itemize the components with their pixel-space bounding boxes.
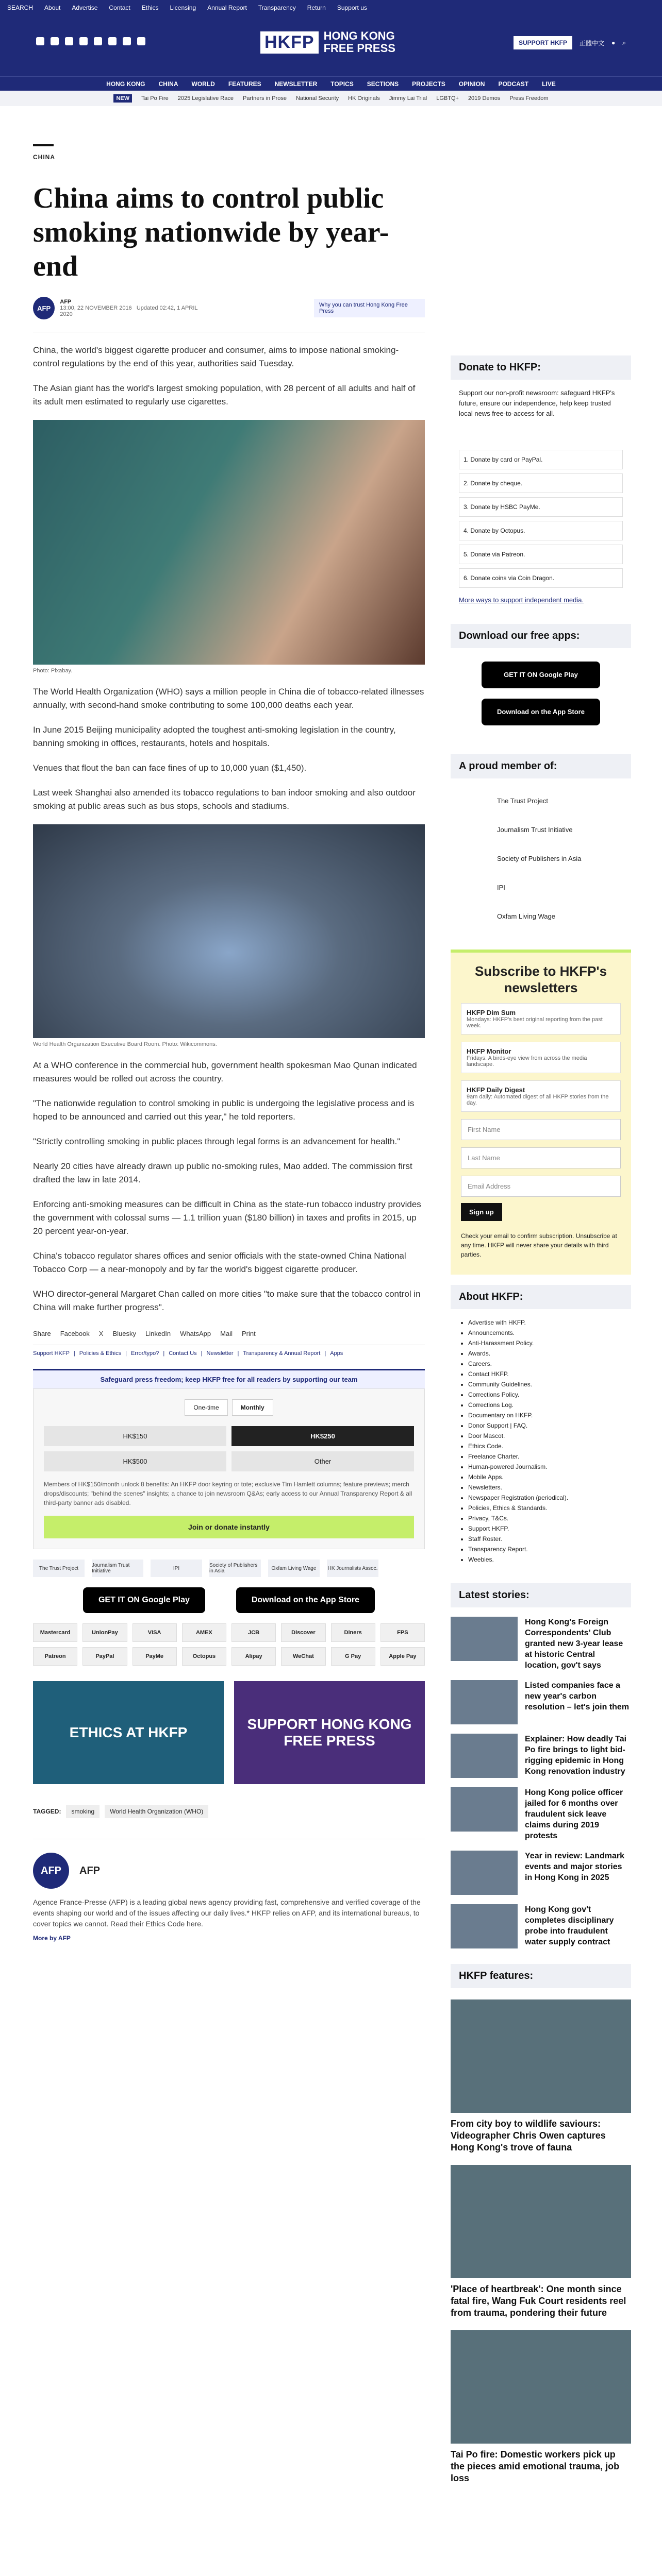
tags-label: TAGGED: — [33, 1808, 61, 1815]
payment-icon: Diners — [331, 1623, 375, 1642]
smoking-photo — [33, 420, 425, 665]
about-item[interactable]: • Donor Support | FAQ. — [468, 1420, 623, 1431]
article — [33, 144, 425, 1942]
nav-item[interactable]: TOPICS — [330, 80, 354, 88]
story-thumbnail — [451, 1787, 518, 1832]
badge[interactable]: Journalism Trust Initiative — [497, 826, 573, 834]
donate-box — [33, 1388, 425, 1549]
amount-option[interactable]: HK$150 — [44, 1426, 226, 1446]
amount-option[interactable]: HK$500 — [44, 1451, 226, 1471]
payment-icon: UnionPay — [82, 1623, 127, 1642]
nav-item[interactable]: NEWSLETTER — [274, 80, 318, 88]
newsletter-option[interactable]: HKFP Daily Digest 9am daily: Automated digest of all HKFP stories from the day. — [461, 1080, 621, 1112]
safeguard-banner[interactable]: Safeguard press freedom; keep HKFP free for all readers by supporting our team — [33, 1369, 425, 1388]
sidebar — [451, 355, 631, 2484]
about-item[interactable]: • Documentary on HKFP. — [468, 1410, 623, 1420]
nav-item[interactable]: SECTIONS — [367, 80, 399, 88]
about-item[interactable]: • Privacy, T&Cs. — [468, 1513, 623, 1523]
rss-icon[interactable] — [137, 37, 145, 45]
google-play-button[interactable]: GET IT ON Google Play — [482, 662, 600, 688]
nav-item[interactable]: LIVE — [542, 80, 556, 88]
share-bar — [33, 1330, 425, 1345]
signup-button[interactable]: Sign up — [461, 1203, 502, 1221]
ethics-promo[interactable]: ETHICS AT HKFP — [33, 1681, 224, 1784]
paragraph: Last week Shanghai also amended its tobacco regulations to ban indoor smoking and also outdoor smoking at public areas such as bus stops, schools and stadiums. — [33, 788, 416, 811]
last-name-input[interactable]: Last Name — [461, 1147, 621, 1168]
badge[interactable]: The Trust Project — [33, 1560, 85, 1577]
top-bar — [0, 0, 662, 15]
top-link[interactable]: Annual Report — [207, 4, 247, 11]
list-item[interactable]: Explainer: How deadly Tai Po fire brings to light bid-rigging epidemic in Hong Kong renovation industry — [451, 1734, 631, 1778]
payment-icon: FPS — [380, 1623, 425, 1642]
subnav-item[interactable]: HK Originals — [348, 95, 380, 101]
sub-nav — [0, 91, 662, 106]
link[interactable]: Error/typo? — [130, 1350, 159, 1357]
user-icon[interactable]: ● — [611, 39, 616, 46]
top-link[interactable]: Licensing — [170, 4, 196, 11]
nav-item[interactable]: HONG KONG — [106, 80, 145, 88]
about-item[interactable]: • Weebies. — [468, 1554, 623, 1565]
support-button[interactable]: SUPPORT HKFP — [514, 36, 572, 49]
paragraph: At a WHO conference in the commercial hub, government health spokesman Mao Qunan indicated measures would be rolled out across the country. — [33, 1060, 417, 1083]
list-item[interactable]: Hong Kong gov't completes disciplinary probe into fraudulent water supply contract — [451, 1904, 631, 1948]
about-item[interactable]: • Human-powered Journalism. — [468, 1462, 623, 1472]
story-thumbnail — [451, 1617, 518, 1661]
donate-option[interactable]: 6. Donate coins via Coin Dragon. — [459, 568, 623, 588]
author-avatar[interactable]: AFP — [33, 297, 55, 319]
new-badge: NEW — [113, 94, 132, 103]
tab-one-time[interactable]: One-time — [185, 1399, 227, 1416]
payment-icon: Patreon — [33, 1647, 77, 1666]
email-input[interactable]: Email Address — [461, 1176, 621, 1197]
story-thumbnail — [451, 1904, 518, 1948]
latest-list — [451, 1617, 631, 1948]
paragraph: China's tobacco regulator shares offices and senior officials with the state-owned China National Tobacco Corp — a near-monopoly and by far the world's biggest cigarette producer. — [33, 1251, 406, 1274]
top-link[interactable]: Ethics — [141, 4, 159, 11]
about-item[interactable]: • Transparency Report. — [468, 1544, 623, 1554]
story-thumbnail — [451, 1851, 518, 1895]
top-link[interactable]: Contact — [109, 4, 130, 11]
payment-icon: WeChat — [281, 1647, 325, 1666]
story-thumbnail — [451, 1680, 518, 1724]
donate-option[interactable]: 3. Donate by HSBC PayMe. — [459, 497, 623, 517]
donate-text: Support our non-profit newsroom: safeguard HKFP's future, ensure our independence, help keep trusted local news free-to-access for all. — [459, 389, 615, 417]
about-item[interactable]: • Community Guidelines. — [468, 1379, 623, 1389]
top-link[interactable]: About — [44, 4, 61, 11]
member-badges — [33, 1560, 425, 1577]
payment-icon: PayPal — [82, 1647, 127, 1666]
facebook-icon[interactable] — [36, 37, 44, 45]
about-item[interactable]: • Staff Roster. — [468, 1534, 623, 1544]
tag[interactable]: smoking — [66, 1805, 100, 1818]
donate-option[interactable]: 1. Donate by card or PayPal. — [459, 450, 623, 469]
about-item[interactable]: • Policies, Ethics & Standards. — [468, 1503, 623, 1513]
payment-icon: Mastercard — [33, 1623, 77, 1642]
donate-option[interactable]: 2. Donate by cheque. — [459, 473, 623, 493]
more-ways-link[interactable]: More ways to support independent media. — [459, 596, 584, 604]
member-benefits: Members of HK$150/month unlock 8 benefits: An HKFP door keyring or tote; exclusive Tim Hamlett columns; feature previews; merch drops/discounts; "behind the scenes" insights; a chance to join newsroom Q&As; early access to our Annual Transparency Report & all third-party banner ads disabled. — [44, 1481, 412, 1506]
feature-item[interactable]: Tai Po fire: Domestic workers pick up the pieces amid emotional trauma, job loss — [451, 2330, 631, 2484]
social-icons — [36, 37, 145, 45]
about-item[interactable]: • Support HKFP. — [468, 1523, 623, 1534]
paragraph: "Strictly controlling smoking in public places through legal forms is an advancement for health." — [33, 1137, 401, 1146]
article-title: China aims to control public smoking nationwide by year-end — [33, 182, 389, 282]
about-item[interactable]: • Mobile Apps. — [468, 1472, 623, 1482]
search-link[interactable]: SEARCH — [7, 4, 34, 11]
nav-item[interactable]: OPINION — [458, 80, 485, 88]
subnav-item[interactable]: 2025 Legislative Race — [177, 95, 234, 101]
more-by-link[interactable]: More by AFP — [33, 1935, 71, 1942]
paragraph: China, the world's biggest cigarette producer and consumer, aims to impose national smoking-control regulations by the end of this year, authorities said Tuesday. — [33, 345, 399, 368]
link[interactable]: Newsletter — [206, 1350, 234, 1357]
about-heading: About HKFP: — [451, 1285, 631, 1309]
link[interactable]: Contact Us — [169, 1350, 197, 1357]
link[interactable]: Support HKFP — [33, 1350, 70, 1357]
badge[interactable]: Journalism Trust Initiative — [92, 1560, 143, 1577]
newsletter-option[interactable]: HKFP Monitor Fridays: A birds-eye view from across the media landscape. — [461, 1042, 621, 1073]
language-link[interactable]: 正體中文 — [580, 39, 605, 47]
publish-date: 13:00, 22 NOVEMBER 2016 — [60, 305, 132, 311]
google-play-button[interactable]: GET IT ON Google Play — [83, 1587, 205, 1613]
feature-image — [451, 1999, 631, 2113]
payment-icon: Octopus — [182, 1647, 226, 1666]
subnav-item[interactable]: LGBTQ+ — [436, 95, 459, 101]
author-name[interactable]: AFP — [79, 1865, 100, 1876]
about-item[interactable]: • Advertise with HKFP. — [468, 1317, 623, 1328]
badge[interactable]: IPI — [497, 884, 505, 891]
x-icon[interactable] — [51, 37, 59, 45]
share-label: Share — [33, 1330, 51, 1337]
payment-icon: JCB — [231, 1623, 276, 1642]
about-item[interactable]: • Newspaper Registration (periodical). — [468, 1493, 623, 1503]
author-avatar[interactable]: AFP — [33, 1853, 69, 1889]
story-thumbnail — [451, 1734, 518, 1778]
member-heading: A proud member of: — [451, 754, 631, 778]
payment-icon: G Pay — [331, 1647, 375, 1666]
amount-option[interactable]: HK$250 — [231, 1426, 414, 1446]
donate-option[interactable]: 4. Donate by Octopus. — [459, 521, 623, 540]
payment-icon: PayMe — [133, 1647, 177, 1666]
paragraph: Nearly 20 cities have already drawn up public no-smoking rules, Mao added. The commission first drafted the law in late 2014. — [33, 1161, 412, 1184]
youtube-icon[interactable] — [108, 37, 117, 45]
link[interactable]: Policies & Ethics — [79, 1350, 122, 1357]
paragraph: The Asian giant has the world's largest smoking population, with 28 percent of all adults and half of its adult men estimated to regularly use cigarettes. — [33, 383, 416, 406]
badge[interactable]: Oxfam Living Wage — [268, 1560, 320, 1577]
latest-heading: Latest stories: — [451, 1583, 631, 1607]
consent-text: Check your email to confirm subscription. Unsubscribe at any time. HKFP will never share your details with third parties. — [461, 1232, 617, 1258]
site-header — [0, 15, 662, 76]
search-icon[interactable]: ⌕ — [622, 39, 626, 46]
subnav-item[interactable]: National Security — [295, 95, 339, 101]
about-item[interactable]: • Ethics Code. — [468, 1441, 623, 1451]
link[interactable]: Transparency & Annual Report — [243, 1350, 321, 1357]
feature-item[interactable]: From city boy to wildlife saviours: Videographer Chris Owen captures Hong Kong's trove of fauna — [451, 1999, 631, 2154]
paragraph: In June 2015 Beijing municipality adopted the toughest anti-smoking legislation in the country, banning smoking in offices, restaurants, hotels and hospitals. — [33, 725, 396, 748]
share-print[interactable]: Print — [241, 1330, 256, 1337]
author-bio: Agence France-Presse (AFP) is a leading global news agency providing fast, comprehensive and verified coverage of the events shaping our world and of the issues affecting our daily lives.* HKFP relies on AFP, and its international bureaus, to cover topics we cannot. Read their Ethics Code here. — [33, 1898, 421, 1928]
author-name[interactable]: AFP — [60, 299, 72, 305]
tag[interactable]: World Health Organization (WHO) — [105, 1805, 208, 1818]
feature-item[interactable]: 'Place of heartbreak': One month since fatal fire, Wang Fuk Court residents reel from trauma, pondering their future — [451, 2165, 631, 2319]
category-label[interactable]: CHINA — [33, 144, 54, 161]
about-list — [451, 1309, 631, 1573]
threads-icon[interactable] — [79, 37, 88, 45]
byline — [33, 297, 425, 319]
share-x[interactable]: X — [98, 1330, 104, 1337]
nav-item[interactable]: FEATURES — [228, 80, 261, 88]
who-room-photo — [33, 824, 425, 1038]
donate-heading: Donate to HKFP: — [451, 355, 631, 380]
mail-icon[interactable] — [123, 37, 131, 45]
badge[interactable]: IPI — [151, 1560, 202, 1577]
tags — [33, 1805, 425, 1818]
share-whatsapp[interactable]: WhatsApp — [180, 1330, 211, 1337]
subnav-item[interactable]: Tai Po Fire — [141, 95, 169, 101]
donate-option[interactable]: 5. Donate via Patreon. — [459, 545, 623, 564]
about-item[interactable]: • Corrections Policy. — [468, 1389, 623, 1400]
app-store-button[interactable]: Download on the App Store — [482, 699, 600, 725]
list-item[interactable]: Hong Kong's Foreign Correspondents' Club granted new 3-year lease at historic Central location, gov't says — [451, 1617, 631, 1671]
join-button[interactable]: Join or donate instantly — [44, 1516, 414, 1538]
paragraph: The World Health Organization (WHO) says a million people in China die of tobacco-related illnesses annually, with second-hand smoke contributing to some 100,000 deaths each year. — [33, 687, 424, 710]
updated-date: Updated 02:42, 1 APRIL 2020 — [60, 305, 198, 317]
feature-image — [451, 2165, 631, 2278]
about-item[interactable]: • Door Mascot. — [468, 1431, 623, 1441]
paragraph: Venues that flout the ban can face fines of up to 10,000 yuan ($1,450). — [33, 763, 307, 773]
photo-caption: Photo: Pixabay. — [33, 668, 73, 674]
tab-monthly[interactable]: Monthly — [232, 1399, 273, 1416]
feature-image — [451, 2330, 631, 2444]
nav-item[interactable]: CHINA — [158, 80, 178, 88]
about-item[interactable]: • Announcements. — [468, 1328, 623, 1338]
share-facebook[interactable]: Facebook — [60, 1330, 90, 1337]
payment-icon: Alipay — [231, 1647, 276, 1666]
top-link[interactable]: Advertise — [72, 4, 98, 11]
badge[interactable]: The Trust Project — [497, 797, 548, 805]
badge[interactable]: HK Journalists Assoc. — [327, 1560, 378, 1577]
newsletter-option[interactable]: HKFP Dim Sum Mondays: HKFP's best original reporting from the past week. — [461, 1003, 621, 1035]
instagram-icon[interactable] — [65, 37, 73, 45]
about-item[interactable]: • Corrections Log. — [468, 1400, 623, 1410]
top-link[interactable]: Return — [307, 4, 326, 11]
top-link[interactable]: Support us — [337, 4, 367, 11]
amount-option[interactable]: Other — [231, 1451, 414, 1471]
share-linkedin[interactable]: LinkedIn — [145, 1330, 171, 1337]
paragraph: Enforcing anti-smoking measures can be difficult in China as the state-run tobacco industry provides the government with colossal sums — 1.1 trillion yuan ($180 billion) in taxes and profits in 2015, up 20 percent year-on-year. — [33, 1199, 421, 1236]
share-bluesky[interactable]: Bluesky — [112, 1330, 136, 1337]
support-promo[interactable]: SUPPORT HONG KONG FREE PRESS — [234, 1681, 425, 1784]
footer-links: Support HKFP | Policies & Ethics | Error/typo? | Contact Us | Newsletter | Transparency & Annual Report | Apps — [33, 1350, 343, 1357]
top-link[interactable]: Transparency — [258, 4, 296, 11]
subnav-item[interactable]: Jimmy Lai Trial — [389, 95, 427, 101]
site-logo[interactable]: HKFP HONG KONG FREE PRESS — [260, 30, 395, 55]
nav-item[interactable]: PROJECTS — [412, 80, 445, 88]
payment-icon: AMEX — [182, 1623, 226, 1642]
share-mail[interactable]: Mail — [220, 1330, 233, 1337]
payment-icon: Discover — [281, 1623, 325, 1642]
about-item[interactable]: • Careers. — [468, 1359, 623, 1369]
newsletter-heading: Subscribe to HKFP's newsletters — [474, 963, 607, 995]
list-item[interactable]: Listed companies face a new year's carbon resolution – let's join them — [451, 1680, 631, 1724]
subnav-item[interactable]: Press Freedom — [509, 95, 549, 101]
app-store-button[interactable]: Download on the App Store — [236, 1587, 375, 1613]
newsletter-box — [451, 950, 631, 1275]
badge[interactable]: Oxfam Living Wage — [497, 912, 555, 920]
about-item[interactable]: • Freelance Charter. — [468, 1451, 623, 1462]
about-item[interactable]: • Contact HKFP. — [468, 1369, 623, 1379]
paragraph: WHO director-general Margaret Chan called on more cities "to make sure that the tobacco control in China will make further progress". — [33, 1289, 421, 1312]
main-nav — [0, 76, 662, 91]
list-item[interactable]: Year in review: Landmark events and major stories in Hong Kong in 2025 — [451, 1851, 631, 1895]
trust-link[interactable]: Why you can trust Hong Kong Free Press — [314, 299, 425, 317]
subnav-item[interactable]: 2019 Demos — [468, 95, 501, 101]
paragraph: "The nationwide regulation to control smoking in public is undergoing the legislative process and is hoped to be announced and carried out this year," he told reporters. — [33, 1098, 415, 1122]
nav-item[interactable]: WORLD — [191, 80, 215, 88]
about-item[interactable]: • Awards. — [468, 1348, 623, 1359]
bluesky-icon[interactable] — [94, 37, 102, 45]
payment-icon: Apple Pay — [380, 1647, 425, 1666]
link[interactable]: Apps — [330, 1350, 343, 1357]
list-item[interactable]: Hong Kong police officer jailed for 6 months over fraudulent sick leave claims during 2019 protests — [451, 1787, 631, 1841]
author-box — [33, 1839, 425, 1942]
badge[interactable]: Society of Publishers in Asia — [209, 1560, 261, 1577]
apps-heading: Download our free apps: — [451, 624, 631, 648]
features-heading: HKFP features: — [451, 1964, 631, 1988]
badge[interactable]: Society of Publishers in Asia — [497, 855, 582, 862]
subnav-item[interactable]: Partners in Prose — [242, 95, 287, 101]
about-item[interactable]: • Anti-Harassment Policy. — [468, 1338, 623, 1348]
first-name-input[interactable]: First Name — [461, 1119, 621, 1140]
photo-caption: World Health Organization Executive Board Room. Photo: Wikicommons. — [33, 1041, 217, 1047]
payment-methods — [33, 1623, 425, 1666]
nav-item[interactable]: PODCAST — [498, 80, 529, 88]
payment-icon: VISA — [133, 1623, 177, 1642]
about-item[interactable]: • Newsletters. — [468, 1482, 623, 1493]
